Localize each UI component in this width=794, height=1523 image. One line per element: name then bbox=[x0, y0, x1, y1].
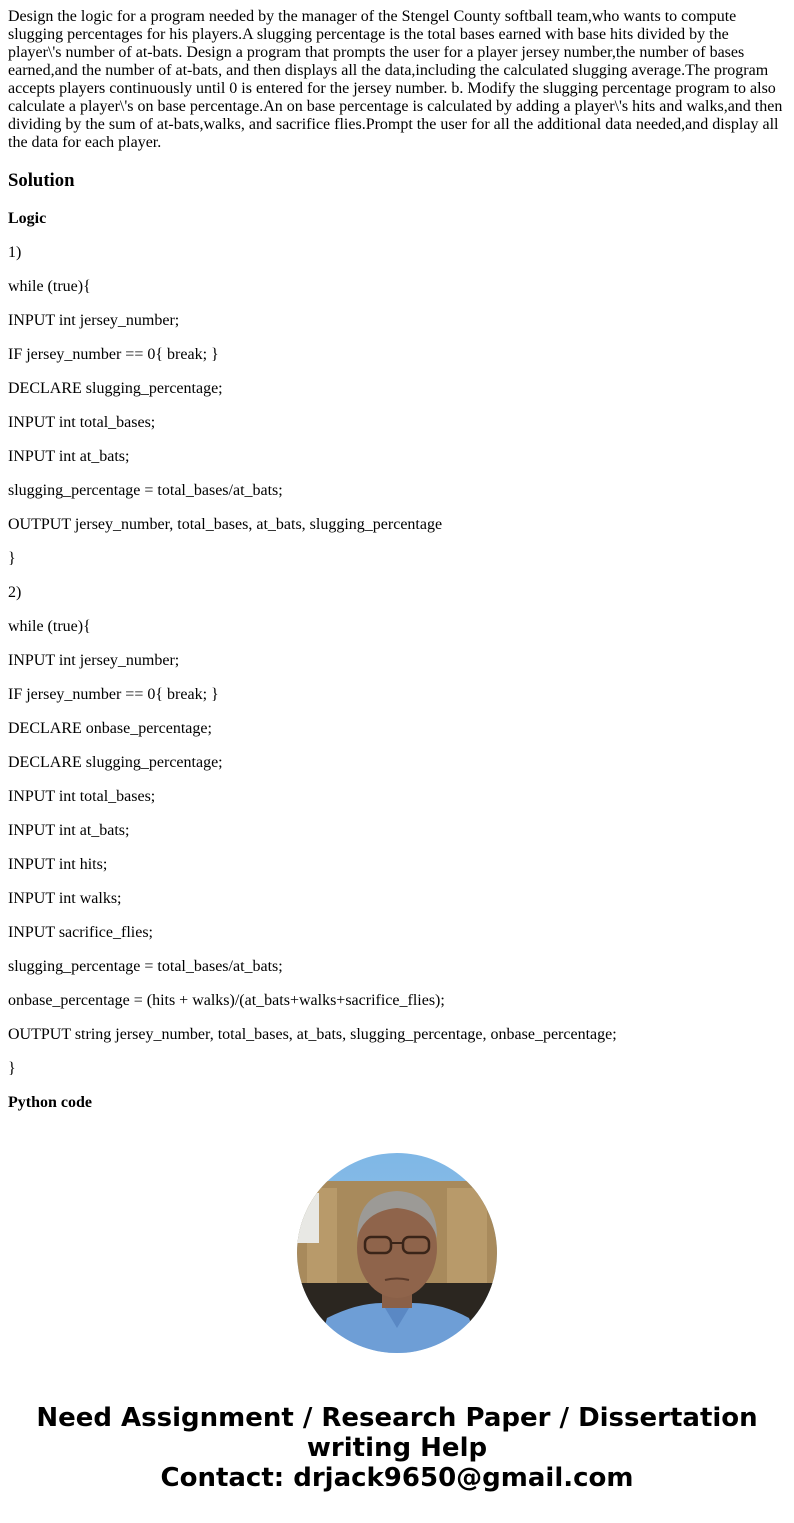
code-line: DECLARE onbase_percentage; bbox=[8, 720, 212, 737]
promo-line-1: Need Assignment / Research Paper / Dissertation bbox=[36, 1403, 758, 1433]
code-line: while (true){ bbox=[8, 278, 91, 295]
promo-contact: Contact: drjack9650@gmail.com bbox=[160, 1463, 634, 1493]
code-line: DECLARE slugging_percentage; bbox=[8, 754, 223, 771]
solution-heading: Solution bbox=[8, 170, 75, 191]
promo-banner bbox=[0, 1403, 794, 1493]
code-line: INPUT int at_bats; bbox=[8, 822, 130, 839]
promo-line-2: writing Help bbox=[306, 1433, 488, 1463]
code-line: INPUT int total_bases; bbox=[8, 788, 156, 805]
question-text: Design the logic for a program needed by the manager of the Stengel County softball team,who wants to compute slugging percentages for his players.A slugging percentage is the total bases earned with base hits divided by the player\'s number of at-bats. Design a program that prompts the user for a player jersey number,the number of bases earned,and the number of at-bats, and then displays all the data,including the calculated slugging average.The program accepts players continuously until 0 is entered for the jersey number. b. Modify the slugging percentage program to also calculate a player\'s on base percentage.An on base percentage is calculated by adding a player\'s hits and walks,and then dividing by the sum of at-bats,walks, and sacrifice flies.Prompt the user for all the additional data needed,and display all the data for each player. bbox=[8, 8, 783, 151]
code-line: OUTPUT jersey_number, total_bases, at_bats, slugging_percentage bbox=[8, 516, 443, 533]
code-line: IF jersey_number == 0{ break; } bbox=[8, 346, 219, 363]
code-line: INPUT sacrifice_flies; bbox=[8, 924, 153, 941]
code-line: } bbox=[8, 1060, 16, 1077]
code-line: INPUT int at_bats; bbox=[8, 448, 130, 465]
code-line: DECLARE slugging_percentage; bbox=[8, 380, 223, 397]
part2-label: 2) bbox=[8, 584, 22, 601]
part2-code bbox=[8, 618, 786, 1078]
code-line: } bbox=[8, 550, 16, 567]
code-line: while (true){ bbox=[8, 618, 91, 635]
code-line: INPUT int hits; bbox=[8, 856, 108, 873]
portrait-photo-icon bbox=[297, 1153, 497, 1353]
python-code-heading: Python code bbox=[8, 1094, 92, 1111]
code-line: IF jersey_number == 0{ break; } bbox=[8, 686, 219, 703]
code-line: INPUT int jersey_number; bbox=[8, 312, 180, 329]
code-line: OUTPUT string jersey_number, total_bases, at_bats, slugging_percentage, onbase_percentage; bbox=[8, 1026, 617, 1043]
code-line: slugging_percentage = total_bases/at_bats; bbox=[8, 958, 283, 975]
code-line: INPUT int total_bases; bbox=[8, 414, 156, 431]
code-line: onbase_percentage = (hits + walks)/(at_bats+walks+sacrifice_flies); bbox=[8, 992, 445, 1009]
code-line: INPUT int walks; bbox=[8, 890, 122, 907]
code-line: slugging_percentage = total_bases/at_bats; bbox=[8, 482, 283, 499]
part1-label: 1) bbox=[8, 244, 22, 261]
code-line: INPUT int jersey_number; bbox=[8, 652, 180, 669]
part1-code bbox=[8, 278, 786, 568]
logic-heading: Logic bbox=[8, 210, 47, 227]
avatar bbox=[297, 1153, 497, 1353]
